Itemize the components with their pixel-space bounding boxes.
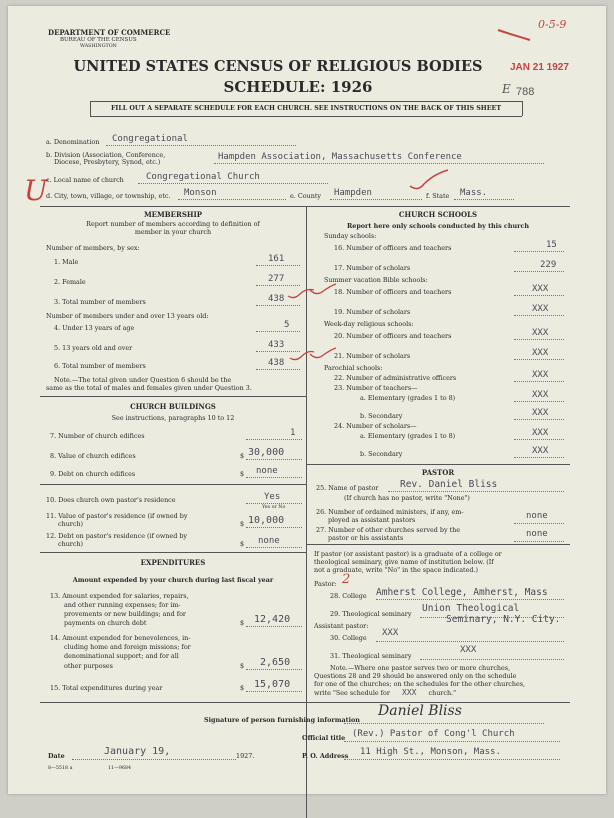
q5-label: 5. 13 years old and over bbox=[54, 344, 133, 352]
denomination-label: a. Denomination bbox=[46, 138, 100, 146]
q13-label-2: and other running expenses; for im- bbox=[64, 601, 181, 609]
q25-value: Rev. Daniel Bliss bbox=[400, 479, 498, 490]
q9-dollar: $ bbox=[240, 470, 245, 478]
division-label-line1: b. Division (Association, Conference, bbox=[46, 151, 166, 159]
membership-intro-1: Report number of members according to definition of bbox=[86, 220, 260, 228]
q11-label-1: 11. Value of pastor's residence (if owned by bbox=[46, 512, 188, 520]
membership-heading: MEMBERSHIP bbox=[143, 210, 203, 219]
form-number: 8—5518 a bbox=[48, 766, 73, 771]
pastor-note-4 bbox=[314, 688, 456, 697]
q29-value-1: Union Theological bbox=[422, 603, 520, 614]
expenditures-sub: Amount expended by your church during last fiscal year bbox=[72, 576, 274, 584]
q31-value: XXX bbox=[460, 645, 477, 655]
red-check-q18 bbox=[308, 282, 338, 300]
q2-label: 2. Female bbox=[54, 278, 86, 286]
q17-label: 17. Number of scholars bbox=[334, 264, 411, 272]
pastor-note-4a: write "See schedule for bbox=[314, 689, 390, 697]
q18-value: XXX bbox=[532, 284, 549, 294]
q27-value: none bbox=[526, 529, 548, 539]
q20-value: XXX bbox=[532, 328, 549, 338]
date-label: Date bbox=[48, 752, 65, 760]
q14-label-3: denominational support; and for all bbox=[64, 652, 179, 660]
date-year: 1927. bbox=[236, 752, 255, 760]
q31-label: 31. Theological seminary bbox=[330, 652, 412, 660]
pastor-note-1: Note.—Where one pastor serves two or more churches, bbox=[330, 664, 511, 672]
q14-label-4: other purposes bbox=[64, 662, 113, 670]
q28-value: Amherst College, Amherst, Mass bbox=[376, 587, 548, 598]
q16-value: 15 bbox=[546, 240, 557, 250]
division-value: Hampden Association, Massachusetts Conference bbox=[218, 152, 462, 162]
buildings-sub: See instructions, paragraphs 10 to 12 bbox=[111, 414, 235, 422]
q23b-label: b. Secondary bbox=[360, 412, 403, 420]
state-value: Mass. bbox=[460, 188, 488, 198]
membership-note-2: same as the total of males and females given under Question 3. bbox=[46, 384, 252, 392]
q8-label: 8. Value of church edifices bbox=[50, 452, 136, 460]
q23a-value: XXX bbox=[532, 390, 549, 400]
schools-intro: Report here only schools conducted by this church bbox=[346, 222, 530, 230]
division-label-line2: Diocese, Presbytery, Synod, etc.) bbox=[54, 158, 161, 166]
q19-label: 19. Number of scholars bbox=[334, 308, 411, 316]
red-check-mark bbox=[496, 20, 536, 44]
yes-no-hint: Yes or No bbox=[262, 505, 286, 510]
q25-label: 25. Name of pastor bbox=[316, 484, 379, 492]
q14-label-2: cluding home and foreign missions; for bbox=[64, 643, 191, 651]
sunday-label: Sunday schools: bbox=[324, 232, 377, 240]
q22-label: 22. Number of administrative officers bbox=[334, 374, 457, 382]
local-name-label: c. Local name of church bbox=[46, 176, 124, 184]
graduate-instruction-1: If pastor (or assistant pastor) is a graduate of a college or bbox=[314, 550, 502, 558]
q3-value: 438 bbox=[268, 294, 285, 304]
q12-value: none bbox=[258, 536, 280, 546]
q27-label-2: pastor or his assistants bbox=[328, 534, 404, 542]
q15-value: 15,070 bbox=[254, 679, 291, 690]
buildings-heading: CHURCH BUILDINGS bbox=[130, 402, 216, 411]
asst-pastor-sublabel: Assistant pastor: bbox=[314, 622, 369, 630]
q27-label-1: 27. Number of other churches served by the bbox=[316, 526, 461, 534]
pastor-note-3: for one of the churches; on the schedules for the other churches, bbox=[314, 680, 526, 688]
received-date-stamp: JAN 21 1927 bbox=[510, 62, 569, 73]
q12-label-1: 12. Debt on pastor's residence (if owned by bbox=[46, 532, 188, 540]
q24b-value: XXX bbox=[532, 446, 549, 456]
age-intro-label: Number of members under and over 13 years old: bbox=[46, 312, 209, 320]
q30-label: 30. College bbox=[330, 634, 367, 642]
title-label: Official title bbox=[302, 734, 346, 742]
q24b-label: b. Secondary bbox=[360, 450, 403, 458]
pastor-note-4b: church." bbox=[428, 689, 457, 697]
q15-dollar: $ bbox=[240, 684, 245, 692]
county-label: e. County bbox=[290, 192, 321, 200]
membership-note-1: Note.—The total given under Question 6 should be the bbox=[54, 376, 232, 384]
margin-letter: U bbox=[24, 174, 48, 207]
address-label: P. O. Address bbox=[302, 752, 349, 760]
membership-intro-2: member in your church bbox=[134, 228, 212, 236]
title-value: (Rev.) Pastor of Cong'l Church bbox=[352, 729, 515, 739]
q9-value: none bbox=[256, 466, 278, 476]
pastor-red-mark: 2 bbox=[342, 572, 351, 587]
q26-label-2: ployed as assistant pastors bbox=[328, 516, 416, 524]
q17-value: 229 bbox=[540, 260, 557, 270]
q30-value: XXX bbox=[382, 628, 399, 638]
date-value: January 19, bbox=[104, 746, 171, 757]
q5-value: 433 bbox=[268, 340, 285, 350]
expenditures-heading: EXPENDITURES bbox=[140, 558, 206, 567]
q24-label: 24. Number of scholars— bbox=[334, 422, 417, 430]
corner-note: 0-5-9 bbox=[538, 18, 567, 31]
q11-value: 10,000 bbox=[248, 515, 285, 526]
instruction-bar: FILL OUT A SEPARATE SCHEDULE FOR EACH CHURCH. SEE INSTRUCTIONS ON THE BACK OF THIS SHEET bbox=[110, 105, 502, 112]
q10-label: 10. Does church own pastor's residence bbox=[46, 496, 176, 504]
weekday-label: Week-day religious schools: bbox=[324, 320, 414, 328]
red-check-county bbox=[408, 168, 452, 194]
q7-label: 7. Number of church edifices bbox=[50, 432, 145, 440]
q25-note: (If church has no pastor, write "None") bbox=[344, 494, 470, 502]
form-subtitle: SCHEDULE: 1926 bbox=[223, 78, 373, 96]
red-check-q21 bbox=[308, 346, 338, 364]
pastor-sublabel: Pastor: bbox=[314, 580, 337, 588]
q7-value: 1 bbox=[290, 428, 296, 438]
file-number: 788 bbox=[516, 86, 535, 98]
file-prefix: E bbox=[502, 82, 511, 96]
q3-label: 3. Total number of members bbox=[54, 298, 146, 306]
q16-label: 16. Number of officers and teachers bbox=[334, 244, 452, 252]
department-label: DEPARTMENT OF COMMERCE bbox=[48, 28, 171, 37]
q21-label: 21. Number of scholars bbox=[334, 352, 411, 360]
graduate-instruction-3: not a graduate, write "No" in the space indicated.) bbox=[314, 566, 479, 574]
signature-label: Signature of person furnishing information bbox=[204, 716, 360, 724]
q10-value: Yes bbox=[264, 492, 281, 502]
q4-value: 5 bbox=[284, 320, 290, 330]
pastor-note-fill: XXX bbox=[402, 688, 417, 697]
graduate-instruction-2: theological seminary, give name of institution below. (If bbox=[314, 558, 494, 566]
q21-value: XXX bbox=[532, 348, 549, 358]
state-label: f. State bbox=[426, 192, 450, 200]
parochial-label: Parochial schools: bbox=[324, 364, 383, 372]
schools-heading: CHURCH SCHOOLS bbox=[398, 210, 478, 219]
by-sex-label: Number of members, by sex: bbox=[46, 244, 140, 252]
q29-value-2: Seminary, N.Y. City. bbox=[446, 614, 561, 625]
city-label-field: d. City, town, village, or township, etc. bbox=[46, 192, 171, 200]
q14-dollar: $ bbox=[240, 662, 245, 670]
q28-label: 28. College bbox=[330, 592, 367, 600]
form-number-2: 11—9684 bbox=[108, 766, 132, 771]
q1-label: 1. Male bbox=[54, 258, 79, 266]
q13-label-1: 13. Amount expended for salaries, repairs, bbox=[50, 592, 189, 600]
q24a-value: XXX bbox=[532, 428, 549, 438]
q23-label: 23. Number of teachers— bbox=[334, 384, 418, 392]
q12-dollar: $ bbox=[240, 540, 245, 548]
form-title: UNITED STATES CENSUS OF RELIGIOUS BODIES bbox=[73, 58, 483, 75]
address-value: 11 High St., Monson, Mass. bbox=[360, 747, 501, 757]
q19-value: XXX bbox=[532, 304, 549, 314]
city-value: Monson bbox=[184, 188, 217, 198]
q20-label: 20. Number of officers and teachers bbox=[334, 332, 452, 340]
local-name-value: Congregational Church bbox=[146, 172, 260, 182]
q14-value: 2,650 bbox=[260, 657, 291, 668]
q18-label: 18. Number of officers and teachers bbox=[334, 288, 452, 296]
q24a-label: a. Elementary (grades 1 to 8) bbox=[360, 432, 456, 440]
signature-value: Daniel Bliss bbox=[378, 703, 462, 719]
q8-value: 30,000 bbox=[248, 447, 285, 458]
q9-label: 9. Debt on church edifices bbox=[50, 470, 136, 478]
q23b-value: XXX bbox=[532, 408, 549, 418]
county-value: Hampden bbox=[334, 188, 372, 198]
q13-label-4: payments on church debt bbox=[64, 619, 147, 627]
q6-label: 6. Total number of members bbox=[54, 362, 146, 370]
q15-label: 15. Total expenditures during year bbox=[50, 684, 163, 692]
denomination-value: Congregational bbox=[112, 134, 188, 144]
q6-value: 438 bbox=[268, 358, 285, 368]
q29-label: 29. Theological seminary bbox=[330, 610, 412, 618]
q26-value: none bbox=[526, 511, 548, 521]
q8-dollar: $ bbox=[240, 452, 245, 460]
bureau-label: BUREAU OF THE CENSUS bbox=[60, 37, 137, 43]
q11-dollar: $ bbox=[240, 520, 245, 528]
q12-label-2: church) bbox=[58, 540, 84, 548]
q23a-label: a. Elementary (grades 1 to 8) bbox=[360, 394, 456, 402]
q13-value: 12,420 bbox=[254, 614, 291, 625]
census-schedule-form bbox=[8, 6, 606, 794]
pastor-note-2: Questions 28 and 29 should be answered only on the schedule bbox=[314, 672, 517, 680]
q22-value: XXX bbox=[532, 370, 549, 380]
pastor-heading: PASTOR bbox=[421, 468, 455, 477]
q13-label-3: provements or new buildings; and for bbox=[64, 610, 186, 618]
q1-value: 161 bbox=[268, 254, 285, 264]
q14-label-1: 14. Amount expended for benevolences, in- bbox=[50, 634, 191, 642]
q2-value: 277 bbox=[268, 274, 285, 284]
q11-label-2: church) bbox=[58, 520, 84, 528]
q13-dollar: $ bbox=[240, 619, 245, 627]
city-label: WASHINGTON bbox=[80, 44, 117, 49]
summer-label: Summer vacation Bible schools: bbox=[324, 276, 428, 284]
q26-label-1: 26. Number of ordained ministers, if any, em- bbox=[316, 508, 464, 516]
q4-label: 4. Under 13 years of age bbox=[54, 324, 135, 332]
